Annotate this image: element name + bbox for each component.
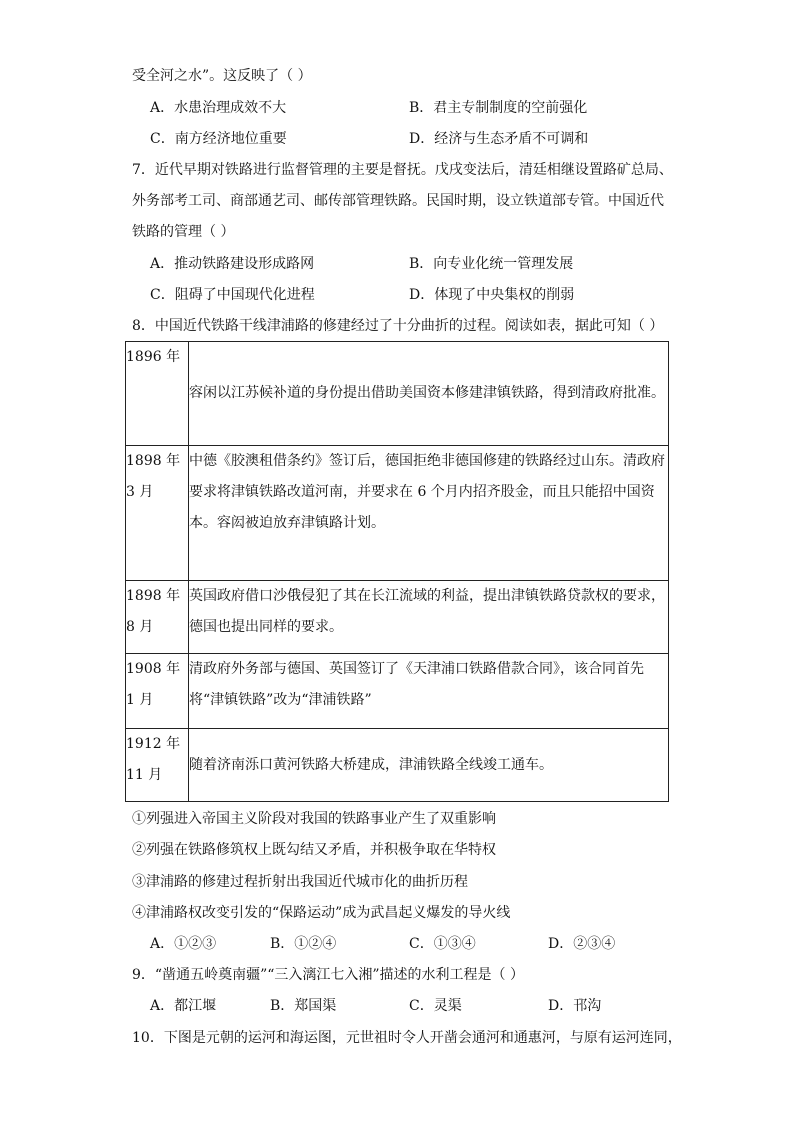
q7-option-a: A．推动铁路建设形成路网 xyxy=(150,256,315,272)
q7-stem-line-2: 外务部考工司、商部通艺司、邮传部管理铁路。民国时期，设立铁道部专管。中国近代 xyxy=(132,193,664,209)
q8-statement-3: ③津浦路的修建过程折射出我国近代城市化的曲折历程 xyxy=(132,874,468,890)
q10-stem: 10．下图是元朝的运河和海运图，元世祖时令人开凿会通河和通惠河，与原有运河连同， xyxy=(132,1030,682,1046)
q6-option-d: D．经济与生态矛盾不可调和 xyxy=(409,131,589,147)
table-row xyxy=(126,729,669,802)
table-year-cell xyxy=(126,654,189,729)
q7-option-b: B．向专业化统一管理发展 xyxy=(409,256,574,272)
table-row xyxy=(126,654,669,729)
q8-statement-2: ②列强在铁路修筑权上既勾结又矛盾，并积极争取在华特权 xyxy=(132,842,496,858)
q6-option-c: C．南方经济地位重要 xyxy=(150,131,287,147)
q8-option-d: D．②③④ xyxy=(548,936,616,952)
q9-stem: 9．“凿通五岭奠南疆”“三入漓江七入湘”描述的水利工程是（ ） xyxy=(132,967,524,983)
q8-option-c: C．①③④ xyxy=(409,936,476,952)
q7-option-c: C．阻碍了中国现代化进程 xyxy=(150,287,315,303)
table-desc-cell: 清政府外务部与德国、英国签订了《天津浦口铁路借款合同》，该合同首先将“津镇铁路”改为“津浦铁路” xyxy=(189,654,669,729)
q8-option-b: B．①②④ xyxy=(270,936,337,952)
q8-stem: 8．中国近代铁路干线津浦路的修建经过了十分曲折的过程。阅读如表，据此可知（ ） xyxy=(132,318,664,334)
q9-option-b: B．郑国渠 xyxy=(270,998,337,1014)
q7-option-d: D．体现了中央集权的削弱 xyxy=(409,287,575,303)
q8-option-a: A．①②③ xyxy=(150,936,217,952)
table-year-cell xyxy=(126,581,189,654)
q9-option-c: C．灵渠 xyxy=(409,998,462,1014)
table-row xyxy=(126,446,669,581)
q8-statement-4: ④津浦路权改变引发的“保路运动”成为武昌起义爆发的导火线 xyxy=(132,905,511,921)
q6-option-b: B．君主专制制度的空前强化 xyxy=(409,100,588,116)
q9-option-d: D．邗沟 xyxy=(548,998,602,1014)
table-year-cell xyxy=(126,729,189,802)
jinpu-railway-table xyxy=(125,341,669,802)
table-year-cell xyxy=(126,446,189,581)
table-year-line: 1908 年 1 月 xyxy=(126,661,181,708)
q7-stem-line-1: 7．近代早期对铁路进行监督管理的主要是督抚。戊戌变法后，清廷相继设置路矿总局、 xyxy=(132,162,673,178)
q9-option-a: A．都江堰 xyxy=(150,998,217,1014)
q7-stem-line-3: 铁路的管理（ ） xyxy=(132,224,235,240)
table-row xyxy=(126,342,669,446)
table-year-line: 1898 年 8 月 xyxy=(126,588,181,635)
table-desc-cell: 随着济南泺口黄河铁路大桥建成，津浦铁路全线竣工通车。 xyxy=(189,729,669,802)
table-year-cell: 1896 年 xyxy=(126,342,189,446)
table-year-line: 1898 年 3 月 xyxy=(126,453,181,500)
table-desc-cell: 容闲以江苏候补道的身份提出借助美国资本修建津镇铁路，得到清政府批准。 xyxy=(189,342,669,446)
table-desc-cell: 英国政府借口沙俄侵犯了其在长江流域的利益，提出津镇铁路贷款权的要求，德国也提出同样的要求。 xyxy=(189,581,669,654)
q6-stem-tail: 受全河之水”。这反映了（ ） xyxy=(132,68,312,84)
q8-statement-1: ①列强进入帝国主义阶段对我国的铁路事业产生了双重影响 xyxy=(132,811,496,827)
q6-option-a: A．水患治理成效不大 xyxy=(150,100,287,116)
table-row xyxy=(126,581,669,654)
table-desc-cell: 中德《胶澳租借条约》签订后，德国拒绝非德国修建的铁路经过山东。清政府要求将津镇铁路改道河南，并要求在 6 个月内招齐股金，而且只能招中国资本。容闳被迫放弃津镇路计划。 xyxy=(189,446,669,581)
table-year-line: 1912 年 11 月 xyxy=(126,736,181,783)
